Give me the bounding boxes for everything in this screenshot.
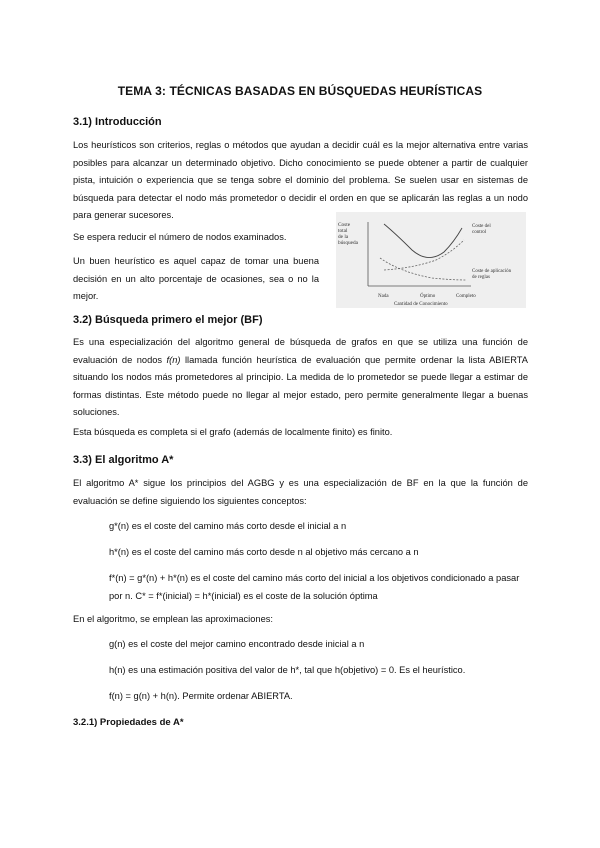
section-heading-intro: 3.1) Introducción (73, 116, 162, 128)
figure-total-cost-curve (384, 224, 462, 258)
figure-curve-label-rules: Coste de aplicación (472, 269, 512, 274)
definition-g-star: g*(n) es el coste del camino más corto desde el inicial a n (109, 521, 347, 531)
definition-h-star: h*(n) es el coste del camino más corto desde n al objetivo más cercano a n (109, 547, 419, 557)
astar-intro-paragraph: El algoritmo A* sigue los principios del AGBG y es una especialización de BF en la que la función de evaluación se define siguiendo los siguientes conceptos: (73, 478, 528, 506)
document-title: TEMA 3: TÉCNICAS BASADAS EN BÚSQUEDAS HEURÍSTICAS (117, 84, 483, 98)
approximation-g: g(n) es el coste del mejor camino encontrado desde inicial a n (109, 639, 365, 649)
figure-ylabel-line: total (338, 228, 348, 234)
figure-ylabel-line: Coste (338, 222, 351, 228)
section-heading-astar: 3.3) El algoritmo A* (73, 454, 174, 466)
approximation-h: h(n) es una estimación positiva del valor de h*, tal que h(objetivo) = 0. Es el heurístico. (109, 665, 466, 675)
figure-ylabel-line: de la (338, 234, 349, 240)
bf-complete-paragraph: Esta búsqueda es completa si el grafo (además de localmente finito) es finito. (73, 427, 393, 437)
figure-tick-label: Óptimo (420, 294, 436, 299)
subsection-heading-properties: 3.2.1) Propiedades de A* (73, 717, 184, 728)
reduce-nodes-paragraph: Se espera reducir el número de nodos examinados. (73, 232, 287, 242)
figure-control-cost-curve (384, 240, 464, 270)
section-heading-bf: 3.2) Búsqueda primero el mejor (BF) (73, 314, 263, 326)
figure-tick-label: Completo (456, 294, 476, 299)
figure-x-axis-label: Cantidad de Conocimiento (394, 302, 448, 307)
approximation-f: f(n) = g(n) + h(n). Permite ordenar ABIERTA. (109, 691, 293, 701)
figure-tick-label: Nada (378, 294, 389, 299)
approximations-intro: En el algoritmo, se emplean las aproximaciones: (73, 614, 273, 624)
figure-curve-label-control: Coste del (472, 224, 491, 229)
figure-curve-label-rules: de reglas (472, 275, 490, 280)
figure-curve-label-control: control (472, 230, 487, 235)
good-heuristic-paragraph: Un buen heurístico es aquel capaz de tomar una buena decisión en un alto porcentaje de ocasiones, sea o no la mejor. (73, 256, 319, 302)
figure-ylabel-line: búsqueda (338, 240, 359, 246)
definition-f-star: f*(n) = g*(n) + h*(n) es el coste del camino más corto del inicial a los objetivos condicionado a pasar por n. C* = f*(inicial) = h*(inicial) es el coste de la solución óptima (109, 573, 520, 601)
intro-paragraph: Los heurísticos son criterios, reglas o métodos que ayudan a decidir cuál es la mejor alternativa entre varias posibles para alcanzar un determinado objetivo. Dicho conocimiento se puede obtener a partir de cualquier pista, intuición o experiencia que se tenga sobre el dominio del problema. Se suelen usar en sistemas de búsqueda para detectar el nodo más prometedor o decidir el orden en que se aplicarán las reglas a un nodo para generar sucesores. (73, 140, 528, 221)
cost-knowledge-figure (336, 212, 526, 308)
bf-paragraph: Es una especialización del algoritmo general de búsqueda de grafos en que se utiliza una función de evaluación de nodos f(n) llamada función heurística de evaluación que permite ordenar la lista ABIERTA situando los nodos más prometedores al principio. La medida de lo prometedor se puede llegar a estimar de formas distintas. Este método puede no llegar al mejor estado, pero permite generalmente llegar a buenas soluciones. (73, 337, 528, 418)
evaluation-function: f(n) (166, 354, 181, 365)
